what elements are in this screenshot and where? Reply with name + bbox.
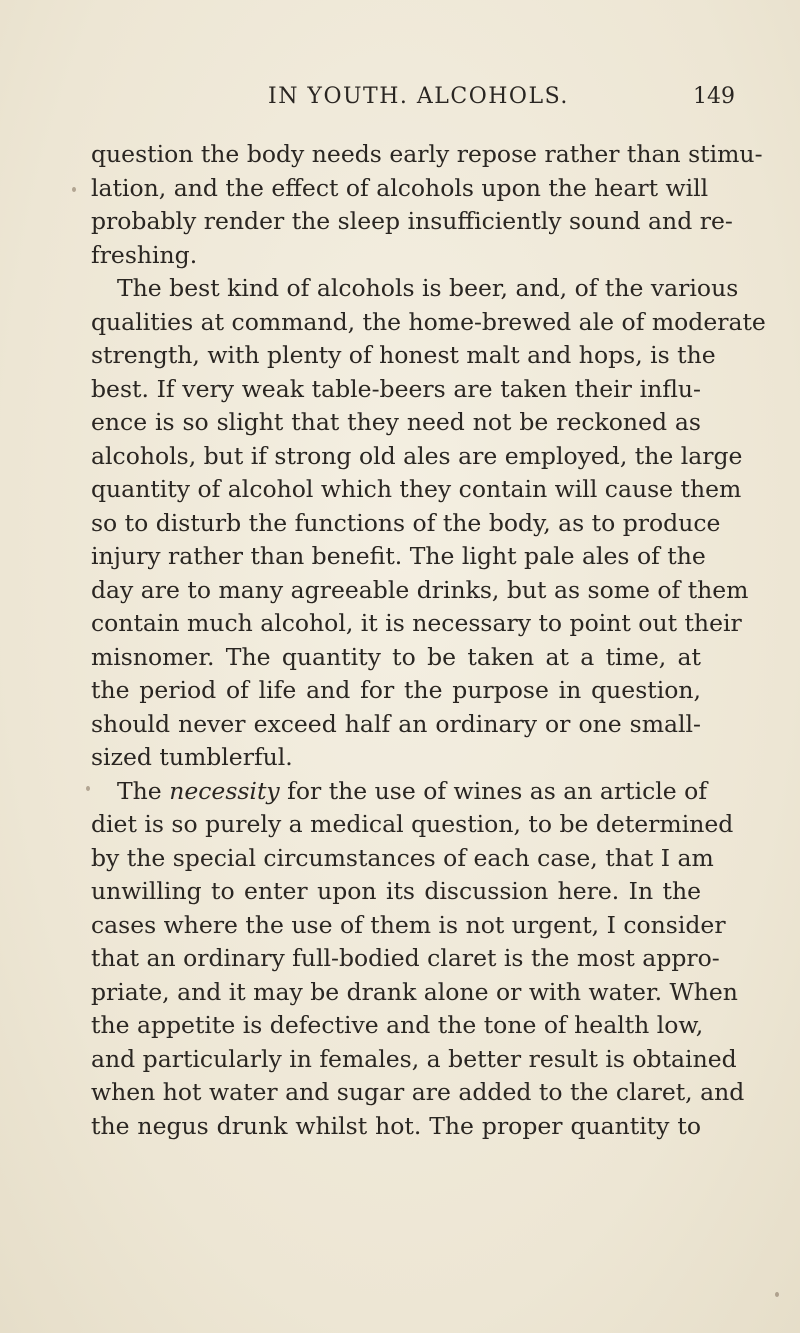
- text-line: day are to many agreeable drinks, but as some of them: [91, 575, 749, 604]
- text-line: [91, 775, 708, 809]
- text-line: the period of life and for the purpose in question,: [91, 676, 701, 704]
- text-line: qualities at command, the home-brewed ale of moderate: [91, 307, 766, 336]
- paper-speck: [72, 187, 76, 192]
- text-line: and particularly in females, a better result is obtained: [91, 1044, 737, 1073]
- text-line: misnomer. The quantity to be taken at a time, at: [91, 642, 701, 671]
- text-line: contain much alcohol, it is necessary to point out their: [91, 609, 742, 637]
- text-run: The: [117, 776, 162, 805]
- text-line: The best kind of alcohols is beer, and, of the various: [117, 274, 739, 302]
- text-line: sized tumblerful.: [91, 743, 293, 771]
- text-line: alcohols, but if strong old ales are employed, the large: [91, 441, 743, 470]
- text-line: the negus drunk whilst hot. The proper quantity to: [91, 1111, 701, 1140]
- text-line: freshing.: [91, 240, 198, 269]
- text-line: lation, and the effect of alcohols upon the heart will: [91, 173, 709, 202]
- paper-speck: [86, 786, 90, 791]
- text-line: cases where the use of them is not urgent, I consider: [91, 910, 726, 939]
- text-line: by the special circumstances of each case, that I am: [91, 843, 714, 872]
- text-line: diet is so purely a medical question, to be determined: [91, 810, 734, 838]
- text-line: should never exceed half an ordinary or one small-: [91, 709, 701, 738]
- text-line: injury rather than benefit. The light pale ales of the: [91, 542, 706, 570]
- italic-word: necessity: [169, 776, 280, 805]
- text-line: ence is so slight that they need not be reckoned as: [91, 408, 701, 436]
- text-line: that an ordinary full-bodied claret is the most appro-: [91, 944, 720, 972]
- text-line: quantity of alcohol which they contain will cause them: [91, 475, 742, 503]
- text-run: for the use of wines as an article of: [287, 776, 708, 805]
- text-line: priate, and it may be drank alone or with water. When: [91, 977, 738, 1006]
- text-line: unwilling to enter upon its discussion here. In the: [91, 877, 701, 905]
- text-line: best. If very weak table-beers are taken their influ-: [91, 374, 701, 403]
- page-number: 149: [693, 84, 735, 109]
- running-title: IN YOUTH. ALCOHOLS.: [268, 84, 569, 109]
- text-line: question the body needs early repose rather than stimu-: [91, 140, 763, 168]
- running-head: [0, 84, 800, 114]
- text-line: the appetite is defective and the tone of health low,: [91, 1011, 704, 1039]
- text-line: probably render the sleep insufficiently sound and re-: [91, 207, 733, 235]
- text-line: strength, with plenty of honest malt and hops, is the: [91, 341, 716, 369]
- paper-speck: [775, 1292, 779, 1297]
- text-line: so to disturb the functions of the body, as to produce: [91, 508, 721, 537]
- body-text: [91, 138, 766, 1143]
- text-line: when hot water and sugar are added to the claret, and: [91, 1078, 745, 1106]
